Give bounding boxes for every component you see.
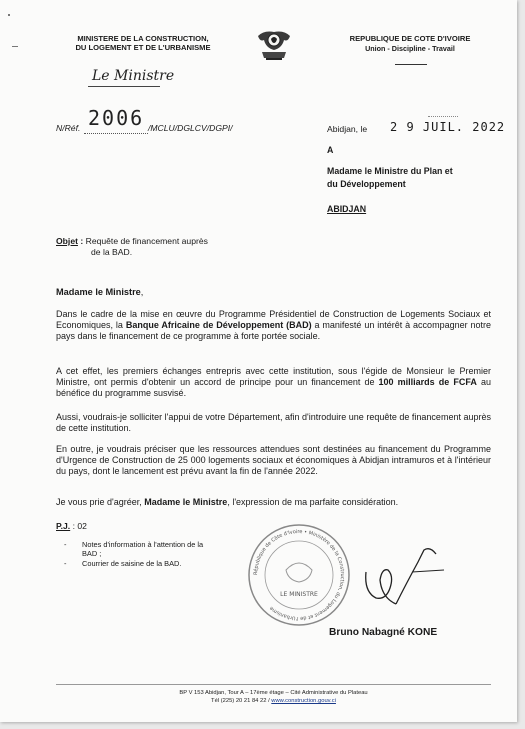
- paragraph-5: [56, 497, 491, 508]
- footer-address: BP V 153 Abidjan, Tour A – 17ème étage – Cité Administrative du Plateau: [179, 690, 368, 696]
- country-name: REPUBLIQUE DE COTE D'IVOIRE: [349, 34, 471, 43]
- paragraph-2: [56, 366, 491, 400]
- footer-contact: [56, 697, 491, 705]
- salutation: [56, 287, 143, 297]
- coat-of-arms-icon: [254, 28, 294, 62]
- p1-text-a: Dans le cadre de la mise en œuvre du Programme Présidentiel de Construction de Logements Sociaux et Economiques, la: [56, 309, 491, 331]
- p1-bold: Banque Africaine de Développement (BAD): [125, 320, 312, 331]
- attachment-item-2: Courrier de saisine de la BAD.: [82, 559, 182, 568]
- ministry-header: [58, 34, 228, 52]
- attachments-label: P.J.: [56, 521, 71, 531]
- handwritten-signature-icon: [360, 542, 450, 612]
- paragraph-4: En outre, je voudrais préciser que les ressources attendues sont destinées au financement du Programme d'Urgence de Construction de 25 000 logements sociaux et économiques à Abidjan intramuros et à l'intérieur du pays, dont le lancement est prévu avant la fin de l'année 2022.: [56, 444, 491, 477]
- recipient-a: A: [327, 145, 334, 155]
- footer: [56, 689, 491, 705]
- p5-text-a: Je vous prie d'agréer,: [56, 497, 145, 507]
- p2-bold: 100 milliards de FCFA: [378, 377, 477, 388]
- margin-mark: [8, 14, 10, 16]
- p5-bold: Madame le Ministre: [144, 497, 228, 507]
- paragraph-1: [56, 309, 491, 343]
- attachment-item: - Courrier de saisine de la BAD.: [64, 559, 214, 568]
- subject-line-2: de la BAD.: [91, 247, 133, 257]
- footer-divider: [56, 684, 491, 685]
- date-place: Abidjan, le: [327, 124, 368, 134]
- svg-text:République de Côte d'Ivoire •: [252, 529, 345, 621]
- national-motto: Union - Discipline - Travail: [365, 44, 455, 53]
- salutation-text: Madame le Ministre: [56, 287, 141, 297]
- le-ministre-script: Le Ministre: [92, 68, 175, 84]
- attachments-list: [64, 540, 214, 568]
- ministry-line-2: DU LOGEMENT ET DE L'URBANISME: [75, 43, 211, 52]
- salutation-comma: ,: [140, 287, 144, 297]
- margin-mark: [12, 46, 18, 47]
- reference-prefix: N/Réf.: [56, 123, 81, 133]
- date-stamp: 2 9 JUIL. 2022: [390, 120, 506, 134]
- official-stamp-icon: [244, 520, 354, 630]
- subject-label: Objet: [56, 236, 78, 246]
- reference-dotted-line: [84, 133, 148, 134]
- stamp-center-text: LE MINISTRE: [280, 591, 318, 598]
- p5-text-c: , l'expression de ma parfaite considération.: [227, 497, 399, 507]
- p2-text-a: A cet effet, les premiers échanges entrepris avec cette institution, sous l'égide de Monsieur le Premier Ministre, ont permis d'obtenir un accord de principe pour un financement de: [56, 366, 491, 388]
- attachments-count: : 02: [70, 521, 87, 531]
- p1-text-c: a manifesté un intérêt à accompagner notre pays dans le financement de ce programme à forte portée sociale.: [56, 320, 491, 342]
- date-mark: [428, 116, 458, 117]
- recipient-block: [327, 144, 502, 216]
- subject-line-1: Requête de financement auprès: [85, 236, 208, 246]
- attachment-item-1: Notes d'information à l'attention de la BAD ;: [82, 540, 204, 558]
- recipient-city: ABIDJAN: [327, 204, 367, 214]
- footer-phone: Tél (225) 20 21 84 22 /: [211, 698, 272, 704]
- subject-separator: :: [77, 236, 86, 246]
- motto-underline: [395, 64, 427, 65]
- subject-block: [56, 236, 276, 258]
- attachments-heading: [56, 521, 87, 531]
- signatory-name: Bruno Nabagné KONE: [329, 627, 438, 638]
- reference-suffix: /MCLU/DGLCV/DGPI/: [148, 123, 233, 133]
- recipient-line-2: du Développement: [327, 179, 406, 189]
- reference-number: 2006: [88, 106, 145, 130]
- country-header: [330, 34, 490, 53]
- attachment-item: - Notes d'information à l'attention de la BAD ;: [64, 540, 214, 558]
- title-underline: [88, 86, 160, 87]
- ministry-line-1: MINISTERE DE LA CONSTRUCTION,: [77, 34, 209, 43]
- footer-website-link[interactable]: www.construction.gouv.ci: [271, 698, 336, 704]
- p2-text-c: au bénéfice du programme susvisé.: [56, 377, 491, 399]
- stamp-ring-text: République de Côte d'Ivoire • Ministère de la Construction, du Logement et de l'Urbanisme: [252, 528, 346, 622]
- paragraph-3: Aussi, voudrais-je solliciter l'appui de votre Département, afin d'introduire une requête de financement auprès de cette institution.: [56, 412, 491, 434]
- recipient-line-1: Madame le Ministre du Plan et: [327, 166, 453, 176]
